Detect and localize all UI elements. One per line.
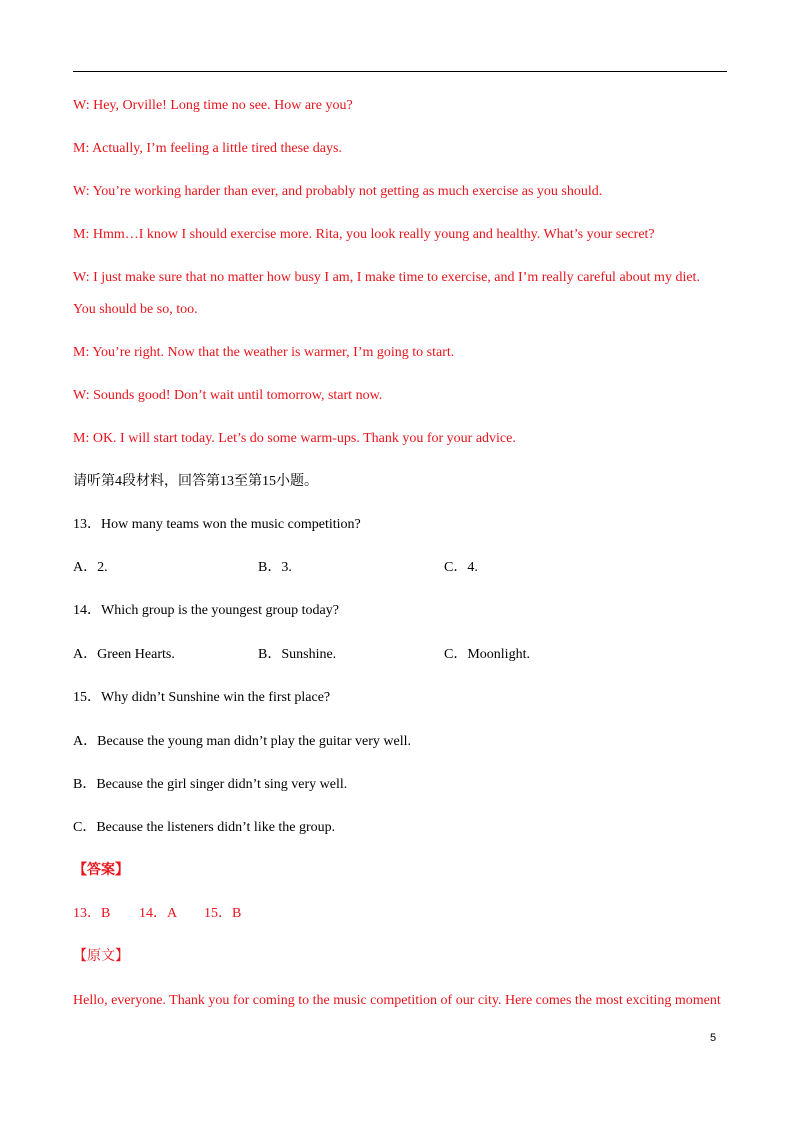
section-instruction: 请听第4段材料，回答第13至第15小题。 [73,474,318,489]
q15-option-c: C．Because the listeners didn’t like the group. [73,820,336,835]
answer-13: 13．B [73,906,111,921]
dialogue-line: M: Actually, I’m feeling a little tired these days. [73,141,342,156]
dialogue-line: W: You’re working harder than ever, and probably not getting as much exercise as you should. [73,184,603,199]
answer-15: 15．B [204,906,242,921]
answer-heading: 【答案】 [73,863,129,878]
dialogue-line: W: I just make sure that no matter how busy I am, I make time to exercise, and I’m really careful about my diet. [73,270,700,285]
dialogue-line: M: OK. I will start today. Let’s do some warm-ups. Thank you for your advice. [73,431,516,446]
q13-option-b: B．3. [258,560,292,575]
q14-option-b: B．Sunshine. [258,647,337,662]
question-14: 14．Which group is the youngest group today? [73,603,339,618]
question-15: 15．Why didn’t Sunshine win the first place? [73,690,331,705]
dialogue-line: W: Hey, Orville! Long time no see. How are you? [73,98,353,113]
page-number: 5 [710,1032,717,1044]
q13-option-a: A．2. [73,560,108,575]
dialogue-line: M: You’re right. Now that the weather is warmer, I’m going to start. [73,345,455,360]
q13-option-c: C．4. [444,560,478,575]
q15-option-a: A．Because the young man didn’t play the guitar very well. [73,734,411,749]
answer-14: 14．A [139,906,178,921]
transcript-heading: 【原文】 [73,949,129,964]
header-rule [73,71,727,72]
q15-option-b: B．Because the girl singer didn’t sing very well. [73,777,348,792]
dialogue-line: W: Sounds good! Don’t wait until tomorrow, start now. [73,388,383,403]
transcript-text: Hello, everyone. Thank you for coming to the music competition of our city. Here comes the most exciting moment [73,993,721,1008]
q14-option-c: C．Moonlight. [444,647,530,662]
question-13: 13．How many teams won the music competition? [73,517,361,532]
dialogue-line: You should be so, too. [73,302,198,317]
dialogue-line: M: Hmm…I know I should exercise more. Rita, you look really young and healthy. What’s your secret? [73,227,655,242]
q14-option-a: A．Green Hearts. [73,647,175,662]
